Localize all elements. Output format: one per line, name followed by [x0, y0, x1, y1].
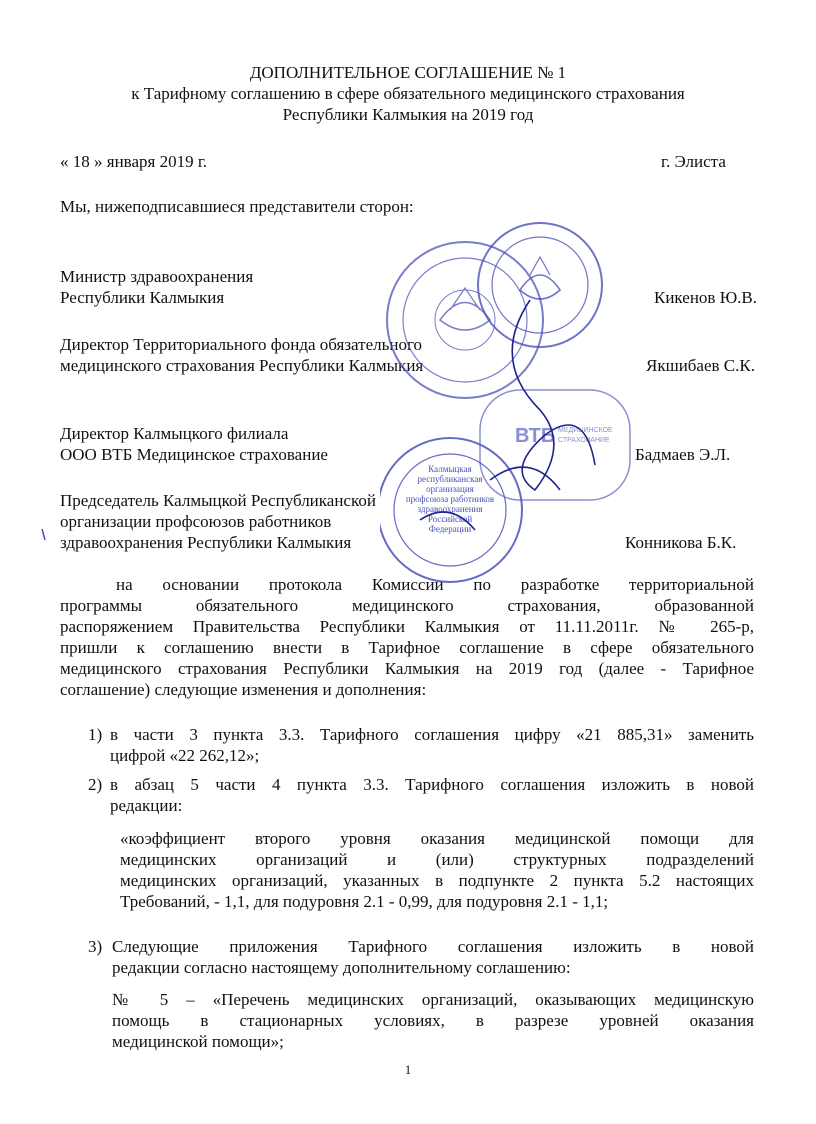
signer-role-line: Министр здравоохранения: [60, 267, 254, 286]
quote-line: «коэффициент второго уровня оказания медицинской помощи для: [120, 829, 754, 848]
list-item-line: в абзац 5 части 4 пункта 3.3. Тарифного соглашения изложить в новой: [110, 775, 754, 794]
list-item-number: 3): [88, 937, 103, 956]
vtb-sub-text: МЕДИЦИНСКОЕ: [558, 427, 613, 434]
annex-line: медицинской помощи»;: [112, 1032, 284, 1051]
doc-title: ДОПОЛНИТЕЛЬНОЕ СОГЛАШЕНИЕ № 1: [249, 63, 567, 82]
list-item: [110, 724, 754, 766]
union-seal-line: здравоохранения: [417, 504, 483, 514]
signer-name: Конникова Б.К.: [625, 533, 737, 552]
list-item-line: в части 3 пункта 3.3. Тарифного соглашения цифру «21 885,31» заменить: [110, 725, 754, 744]
list-item-line: цифрой «22 262,12»;: [110, 746, 260, 765]
paragraph-line: программы обязательного медицинского страхования, образованной: [60, 596, 754, 615]
list-item-line: редакции согласно настоящему дополнительному соглашению:: [112, 958, 571, 977]
signer-role-line: Республики Калмыкия: [60, 288, 225, 307]
paragraph-line: на основании протокола Комиссии по разработке территориальной: [116, 575, 754, 594]
signer-role-line: Директор Территориального фонда обязательного: [60, 335, 423, 354]
union-seal-line: профсоюза работников: [405, 494, 495, 504]
vtb-sub-text: СТРАХОВАНИЕ: [558, 437, 610, 444]
signer-role-line: Директор Калмыцкого филиала: [60, 424, 289, 443]
signer-role-line: медицинского страхования Республики Калмыкия: [60, 356, 424, 375]
vtb-logo-text: ВТБ: [515, 425, 556, 447]
annex-block: [112, 989, 754, 1052]
intro-text: Мы, нижеподписавшиеся представители сторон:: [60, 197, 414, 216]
list-item-line: редакции:: [110, 796, 183, 815]
fund-seal: [478, 223, 602, 347]
page-number: 1: [404, 1062, 412, 1077]
signer-role-line: организации профсоюзов работников: [60, 512, 332, 531]
union-seal-line: организация: [426, 484, 474, 494]
union-seal-line: республиканская: [417, 474, 483, 484]
quote-line: медицинских организаций, указанных в подпункте 2 пункта 5.2 настоящих: [120, 871, 754, 890]
doc-subtitle-1: к Тарифному соглашению в сфере обязательного медицинского страхования: [131, 84, 685, 103]
union-seal-line: Федерации: [428, 524, 472, 534]
signer-name: Якшибаев С.К.: [646, 356, 755, 375]
margin-mark: [40, 528, 48, 542]
paragraph-line: соглашение) следующие изменения и дополнения:: [60, 680, 427, 699]
signer-role-line: здравоохранения Республики Калмыкия: [60, 533, 352, 552]
annex-line: № 5 – «Перечень медицинских организаций, оказывающих медицинскую: [112, 990, 754, 1009]
doc-date: « 18 » января 2019 г.: [60, 152, 208, 171]
signer-name: Кикенов Ю.В.: [654, 288, 758, 307]
signer-name: Бадмаев Э.Л.: [635, 445, 731, 464]
union-seal-line: Калмыцкая: [428, 464, 472, 474]
union-seal-line: Российской: [427, 514, 473, 524]
paragraph-line: пришли к соглашению внести в Тарифное соглашение в сфере обязательного: [60, 638, 754, 657]
list-item: [112, 936, 754, 978]
doc-subtitle-2: Республики Калмыкия на 2019 год: [282, 105, 534, 124]
quote-line: Требований, - 1,1, для подуровня 2.1 - 0,99, для подуровня 2.1 - 1,1;: [120, 892, 609, 911]
paragraph-line: распоряжением Правительства Республики Калмыкия от 11.11.2011г. № 265-р,: [60, 617, 754, 636]
list-item-line: Следующие приложения Тарифного соглашения изложить в новой: [112, 937, 754, 956]
stamps-and-signatures: [380, 220, 650, 640]
quote-block: [120, 828, 754, 912]
annex-line: помощь в стационарных условиях, в разрезе уровней оказания: [112, 1011, 754, 1030]
list-item-number: 2): [88, 775, 103, 794]
signer-role-line: Председатель Калмыцкой Республиканской: [60, 491, 376, 510]
signer-role-line: ООО ВТБ Медицинское страхование: [60, 445, 328, 464]
paragraph-line: медицинского страхования Республики Калмыкия на 2019 год (далее - Тарифное: [60, 659, 754, 678]
doc-city: г. Элиста: [661, 152, 726, 171]
list-item-number: 1): [88, 725, 103, 744]
list-item: [110, 774, 754, 816]
quote-line: медицинских организаций и (или) структурных подразделений: [120, 850, 754, 869]
union-seal-text: [406, 464, 494, 534]
